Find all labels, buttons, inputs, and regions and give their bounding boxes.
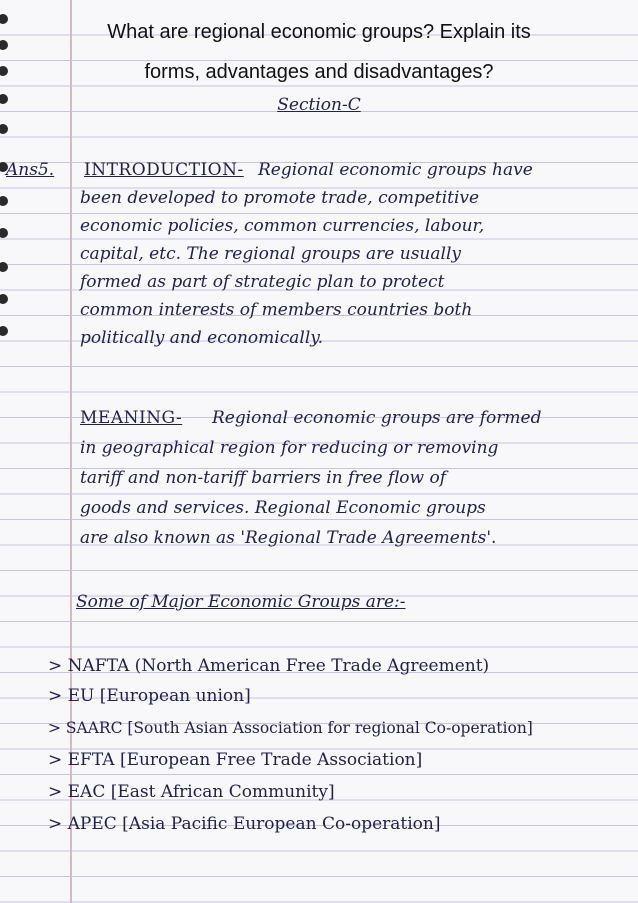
meaning-line: are also known as 'Regional Trade Agreements'.	[80, 528, 497, 548]
group-list-item: > NAFTA (North American Free Trade Agreement)	[48, 656, 490, 676]
binder-hole-decoration	[0, 294, 8, 304]
group-list-item: > EFTA [European Free Trade Association]	[48, 750, 423, 770]
group-list-item: > EAC [East African Community]	[48, 782, 335, 802]
meaning-heading: MEANING-	[80, 408, 183, 428]
binder-hole-decoration	[0, 124, 8, 134]
introduction-line: Regional economic groups have	[258, 160, 533, 180]
introduction-line: been developed to promote trade, competitive	[80, 188, 480, 208]
meaning-line: in geographical region for reducing or removing	[80, 438, 499, 458]
question-line-2: forms, advantages and disadvantages?	[144, 61, 494, 83]
binder-hole-decoration	[0, 262, 8, 272]
question-line-1: What are regional economic groups? Explain its	[107, 21, 531, 43]
meaning-line: tariff and non-tariff barriers in free flow of	[80, 468, 447, 488]
binder-hole-decoration	[0, 228, 8, 238]
introduction-line: formed as part of strategic plan to protect	[80, 272, 445, 292]
major-groups-heading: Some of Major Economic Groups are:-	[76, 592, 406, 612]
introduction-heading: INTRODUCTION-	[84, 160, 244, 180]
introduction-line: capital, etc. The regional groups are usually	[80, 244, 461, 264]
group-list-item: > EU [European union]	[48, 686, 251, 706]
binder-hole-decoration	[0, 196, 8, 206]
group-list-item: > APEC [Asia Pacific European Co-operation]	[48, 814, 441, 834]
section-heading: Section-C	[277, 95, 361, 115]
answer-label: Ans5.	[6, 160, 55, 180]
introduction-line: economic policies, common currencies, labour,	[80, 216, 485, 236]
introduction-line: politically and economically.	[80, 328, 324, 348]
meaning-line: Regional economic groups are formed	[212, 408, 542, 428]
introduction-line: common interests of members countries both	[80, 300, 473, 320]
meaning-line: goods and services. Regional Economic groups	[80, 498, 486, 518]
binder-hole-decoration	[0, 326, 8, 336]
group-list-item: > SAARC [South Asian Association for regional Co-operation]	[48, 719, 533, 737]
